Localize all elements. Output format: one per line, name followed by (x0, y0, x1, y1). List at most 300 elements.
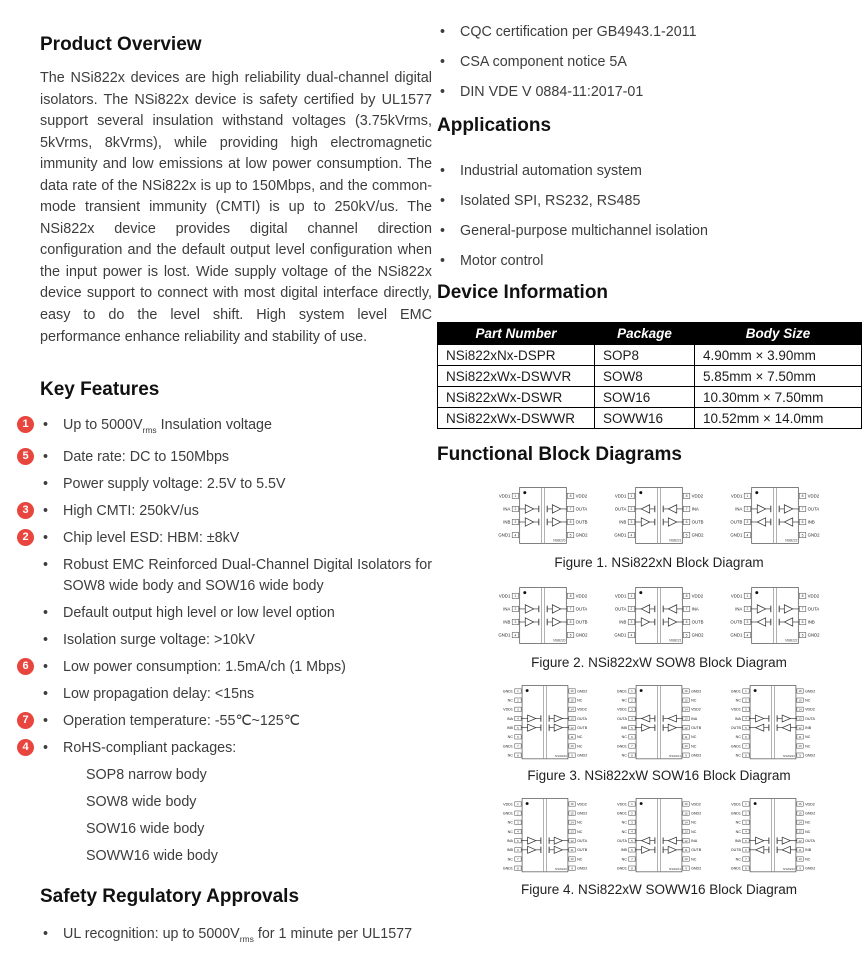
svg-text:8: 8 (631, 753, 633, 758)
svg-text:7: 7 (745, 744, 747, 749)
svg-text:5: 5 (745, 725, 747, 730)
svg-text:9: 9 (571, 753, 573, 758)
svg-text:1: 1 (517, 689, 519, 694)
bullet-icon: • (43, 658, 49, 675)
svg-text:10: 10 (570, 744, 574, 749)
svg-text:9: 9 (799, 866, 801, 871)
bullet-text: SOWW16 wide body (86, 847, 218, 864)
bullet-text: Isolated SPI, RS232, RS485 (460, 193, 641, 209)
ic-block-diagram (718, 793, 828, 877)
bullet-text: SOW8 wide body (86, 793, 197, 810)
svg-text:OUTB: OUTB (691, 519, 704, 525)
svg-text:12: 12 (570, 839, 574, 844)
bullet-icon: • (440, 253, 446, 269)
svg-text:1: 1 (746, 593, 749, 598)
svg-text:OUTB: OUTB (575, 519, 588, 525)
svg-text:3: 3 (746, 520, 749, 525)
svg-text:12: 12 (684, 839, 688, 844)
svg-text:8: 8 (685, 593, 688, 598)
svg-text:13: 13 (570, 829, 574, 834)
svg-text:INB: INB (807, 619, 815, 625)
svg-text:10: 10 (798, 744, 802, 749)
ic-block-diagram (603, 480, 715, 551)
svg-text:NC: NC (621, 830, 627, 835)
svg-text:8: 8 (745, 866, 747, 871)
svg-text:INA: INA (506, 716, 513, 721)
svg-text:7: 7 (801, 507, 804, 512)
svg-text:NC: NC (735, 830, 741, 835)
bullet-item (40, 765, 432, 786)
svg-text:6: 6 (745, 734, 747, 739)
svg-text:NC: NC (507, 735, 513, 740)
svg-text:NSi8220: NSi8220 (555, 867, 567, 872)
svg-text:6: 6 (569, 520, 572, 525)
block-diagram-figure (487, 680, 831, 784)
bullet-icon: • (43, 448, 49, 465)
svg-text:OUTA: OUTA (807, 606, 820, 612)
svg-text:1: 1 (514, 494, 517, 499)
svg-text:NSi8222: NSi8222 (785, 638, 798, 643)
svg-text:NC: NC (805, 830, 811, 835)
svg-text:11: 11 (570, 734, 574, 739)
bullet-item (22, 738, 432, 759)
svg-text:6: 6 (745, 848, 747, 853)
svg-text:OUTA: OUTA (577, 716, 587, 721)
svg-text:VDD1: VDD1 (730, 493, 743, 499)
section-title-device-information: Device Information (437, 282, 609, 303)
svg-text:OUTA: OUTA (807, 506, 820, 512)
svg-text:INB: INB (619, 619, 627, 625)
svg-text:5: 5 (801, 633, 804, 638)
figure-caption: Figure 2. NSi822xW SOW8 Block Diagram (531, 654, 787, 670)
svg-text:INB: INB (503, 519, 511, 525)
svg-text:INB: INB (619, 519, 627, 525)
bullet-text: Operation temperature: -55℃~125℃ (63, 712, 300, 729)
svg-text:11: 11 (684, 734, 688, 739)
ic-block-diagram (490, 680, 600, 764)
svg-text:NC: NC (507, 753, 513, 758)
ic-block-diagram (490, 793, 600, 877)
bullet-icon: • (43, 475, 49, 492)
svg-text:16: 16 (684, 802, 688, 807)
svg-text:5: 5 (685, 633, 688, 638)
svg-text:INA: INA (503, 506, 511, 512)
bullet-item (22, 415, 432, 441)
svg-text:NC: NC (691, 857, 697, 862)
step-number-badge: 1 (17, 416, 34, 433)
svg-text:2: 2 (630, 507, 633, 512)
svg-text:NC: NC (805, 698, 811, 703)
bullet-text: SOW16 wide body (86, 820, 205, 837)
svg-text:5: 5 (685, 533, 688, 538)
bullet-item (437, 161, 861, 181)
svg-text:NSi8222: NSi8222 (783, 753, 795, 758)
svg-text:5: 5 (631, 839, 633, 844)
svg-text:2: 2 (746, 607, 749, 612)
svg-text:8: 8 (745, 753, 747, 758)
svg-text:NSi8220: NSi8220 (553, 538, 566, 543)
ic-block-diagram (487, 580, 599, 651)
svg-text:VDD1: VDD1 (503, 802, 513, 807)
svg-text:NC: NC (621, 820, 627, 825)
svg-text:VDD2: VDD2 (807, 593, 820, 599)
svg-text:INB: INB (805, 725, 812, 730)
svg-text:4: 4 (517, 716, 519, 721)
svg-text:8: 8 (801, 593, 804, 598)
svg-text:VDD1: VDD1 (503, 707, 513, 712)
svg-text:7: 7 (517, 857, 519, 862)
svg-text:GND2: GND2 (577, 753, 588, 758)
bullet-text: Chip level ESD: HBM: ±8kV (63, 529, 240, 546)
bullet-item (22, 447, 432, 468)
svg-text:7: 7 (517, 744, 519, 749)
svg-text:INB: INB (620, 848, 627, 853)
bullet-text: Industrial automation system (460, 163, 642, 179)
bullet-item (437, 191, 861, 211)
bullet-item (40, 474, 432, 495)
svg-text:GND2: GND2 (691, 532, 704, 538)
svg-text:VDD1: VDD1 (614, 593, 627, 599)
svg-text:8: 8 (569, 593, 572, 598)
bullet-text: Low power consumption: 1.5mA/ch (1 Mbps) (63, 658, 346, 675)
svg-text:1: 1 (631, 689, 633, 694)
svg-text:8: 8 (569, 494, 572, 499)
table-cell: 5.85mm × 7.50mm (695, 366, 862, 387)
svg-text:15: 15 (684, 698, 688, 703)
svg-text:7: 7 (685, 607, 688, 612)
svg-text:NC: NC (577, 857, 583, 862)
svg-text:OUTB: OUTB (577, 725, 588, 730)
svg-text:10: 10 (798, 857, 802, 862)
svg-text:2: 2 (514, 607, 517, 612)
svg-text:4: 4 (631, 716, 633, 721)
svg-text:13: 13 (798, 829, 802, 834)
block-diagram-figures (487, 480, 831, 898)
safety-approvals-continued-list (437, 22, 861, 102)
svg-text:VDD2: VDD2 (805, 802, 815, 807)
svg-text:INA: INA (691, 606, 699, 612)
bullet-icon: • (440, 193, 446, 209)
svg-text:5: 5 (569, 533, 572, 538)
svg-text:OUTA: OUTA (575, 506, 588, 512)
svg-text:8: 8 (517, 866, 519, 871)
table-body (438, 345, 862, 429)
bullet-text: CQC certification per GB4943.1-2011 (460, 24, 697, 40)
svg-text:OUTB: OUTB (730, 519, 743, 525)
svg-text:VDD1: VDD1 (731, 802, 741, 807)
table-header-cell: Part Number (438, 323, 595, 345)
svg-text:VDD2: VDD2 (691, 593, 704, 599)
ic-block-diagram (487, 480, 599, 551)
bullet-text: SOP8 narrow body (86, 766, 207, 783)
svg-text:1: 1 (745, 689, 747, 694)
svg-text:GND2: GND2 (691, 689, 702, 694)
svg-text:OUTA: OUTA (577, 839, 587, 844)
svg-text:3: 3 (631, 820, 633, 825)
svg-text:VDD2: VDD2 (807, 493, 820, 499)
svg-text:11: 11 (684, 848, 688, 853)
svg-text:2: 2 (514, 507, 517, 512)
svg-text:NSi8222: NSi8222 (783, 867, 795, 872)
ic-block-diagram (603, 580, 715, 651)
svg-text:INB: INB (506, 848, 513, 853)
svg-text:OUTA: OUTA (614, 606, 627, 612)
bullet-item (437, 221, 861, 241)
svg-text:4: 4 (517, 829, 519, 834)
svg-text:VDD1: VDD1 (730, 593, 743, 599)
svg-text:VDD1: VDD1 (617, 707, 627, 712)
ic-block-diagram (719, 480, 831, 551)
svg-text:9: 9 (685, 753, 687, 758)
svg-text:VDD2: VDD2 (577, 802, 587, 807)
svg-text:5: 5 (631, 725, 633, 730)
figure-caption: Figure 3. NSi822xW SOW16 Block Diagram (527, 768, 791, 784)
bullet-icon: • (43, 739, 49, 756)
svg-text:NC: NC (507, 830, 513, 835)
table-header (438, 323, 862, 345)
svg-text:NC: NC (691, 744, 697, 749)
svg-text:NC: NC (577, 698, 583, 703)
svg-text:8: 8 (685, 494, 688, 499)
bullet-text: Low propagation delay: <15ns (63, 685, 255, 702)
device-information-table (437, 322, 862, 429)
svg-text:INB: INB (807, 519, 815, 525)
bullet-icon: • (43, 556, 49, 573)
bullet-item (437, 52, 861, 72)
table-row (438, 387, 862, 408)
svg-text:GND2: GND2 (807, 632, 820, 638)
svg-text:NC: NC (735, 735, 741, 740)
svg-text:NC: NC (621, 857, 627, 862)
svg-text:5: 5 (801, 533, 804, 538)
svg-text:GND1: GND1 (616, 811, 627, 816)
svg-text:OUTB: OUTB (730, 619, 743, 625)
svg-text:NC: NC (805, 735, 811, 740)
table-row (438, 345, 862, 366)
svg-text:GND2: GND2 (577, 811, 588, 816)
table-row (438, 366, 862, 387)
svg-text:OUTA: OUTA (805, 839, 815, 844)
bullet-icon: • (43, 417, 49, 434)
svg-text:15: 15 (798, 698, 802, 703)
svg-text:7: 7 (801, 607, 804, 612)
block-diagram-figure (487, 580, 831, 671)
svg-text:2: 2 (745, 811, 747, 816)
svg-text:OUTB: OUTB (691, 725, 702, 730)
table-cell: SOW16 (595, 387, 695, 408)
svg-text:NC: NC (507, 698, 513, 703)
svg-text:16: 16 (798, 689, 802, 694)
bullet-text: Date rate: DC to 150Mbps (63, 448, 230, 465)
ic-block-diagram (719, 580, 831, 651)
svg-text:1: 1 (746, 494, 749, 499)
table-cell: NSi822xNx-DSPR (438, 345, 595, 366)
svg-text:9: 9 (799, 753, 801, 758)
svg-text:OUTA: OUTA (614, 506, 627, 512)
svg-text:16: 16 (570, 802, 574, 807)
bullet-item (22, 501, 432, 522)
bullet-icon: • (43, 925, 49, 942)
svg-text:15: 15 (570, 811, 574, 816)
svg-text:13: 13 (684, 829, 688, 834)
bullet-item (40, 792, 432, 813)
svg-text:3: 3 (745, 707, 747, 712)
bullet-item (437, 22, 861, 42)
bullet-item (22, 528, 432, 549)
bullet-text: Isolation surge voltage: >10kV (63, 631, 255, 648)
svg-text:7: 7 (569, 507, 572, 512)
svg-text:INB: INB (503, 619, 511, 625)
svg-text:13: 13 (684, 716, 688, 721)
bullet-item (22, 711, 432, 732)
svg-text:2: 2 (517, 698, 519, 703)
svg-text:INA: INA (506, 839, 513, 844)
svg-text:OUTB: OUTB (730, 848, 741, 853)
svg-text:6: 6 (631, 734, 633, 739)
svg-text:VDD2: VDD2 (575, 593, 588, 599)
svg-text:INA: INA (735, 506, 743, 512)
bullet-item (40, 603, 432, 624)
bullet-item (40, 684, 432, 705)
svg-text:GND1: GND1 (502, 866, 513, 871)
svg-text:15: 15 (798, 811, 802, 816)
key-features-list (22, 415, 432, 867)
svg-text:OUTA: OUTA (805, 716, 815, 721)
svg-text:16: 16 (684, 689, 688, 694)
bullet-icon: • (43, 631, 49, 648)
bullet-text: CSA component notice 5A (460, 54, 627, 70)
svg-text:GND2: GND2 (577, 866, 588, 871)
svg-text:3: 3 (746, 620, 749, 625)
svg-text:1: 1 (517, 802, 519, 807)
svg-text:GND1: GND1 (616, 744, 627, 749)
svg-text:6: 6 (685, 520, 688, 525)
svg-text:11: 11 (798, 734, 802, 739)
chip-row (487, 793, 831, 877)
svg-text:GND1: GND1 (616, 689, 627, 694)
svg-text:3: 3 (630, 520, 633, 525)
svg-text:7: 7 (631, 857, 633, 862)
step-number-badge: 6 (17, 658, 34, 675)
svg-text:9: 9 (685, 866, 687, 871)
svg-text:VDD1: VDD1 (731, 707, 741, 712)
svg-text:NC: NC (577, 744, 583, 749)
svg-text:GND2: GND2 (575, 632, 588, 638)
table-header-cell: Body Size (695, 323, 862, 345)
bullet-text: Robust EMC Reinforced Dual-Channel Digital Isolators for SOW8 wide body and SOW16 wide body (63, 556, 432, 594)
svg-text:NC: NC (577, 830, 583, 835)
svg-text:7: 7 (631, 744, 633, 749)
svg-text:INA: INA (734, 716, 741, 721)
table-cell: 10.30mm × 7.50mm (695, 387, 862, 408)
svg-text:2: 2 (746, 507, 749, 512)
figure-caption: Figure 1. NSi822xN Block Diagram (554, 554, 764, 570)
section-title-product-overview: Product Overview (40, 34, 202, 55)
svg-text:NSi8221: NSi8221 (669, 638, 682, 643)
svg-text:VDD1: VDD1 (617, 802, 627, 807)
svg-text:NSi8222: NSi8222 (785, 538, 798, 543)
svg-text:GND1: GND1 (614, 632, 627, 638)
svg-text:2: 2 (745, 698, 747, 703)
svg-text:VDD1: VDD1 (614, 493, 627, 499)
svg-text:GND2: GND2 (805, 811, 816, 816)
bullet-text: Motor control (460, 253, 544, 269)
svg-text:GND1: GND1 (730, 532, 743, 538)
svg-text:3: 3 (514, 520, 517, 525)
bullet-text: High CMTI: 250kV/us (63, 502, 199, 519)
svg-text:NSi8220: NSi8220 (553, 638, 566, 643)
svg-text:NC: NC (735, 820, 741, 825)
svg-text:4: 4 (746, 533, 749, 538)
bullet-icon: • (43, 712, 49, 729)
bullet-item (40, 846, 432, 867)
svg-text:VDD2: VDD2 (577, 707, 587, 712)
ic-block-diagram (604, 793, 714, 877)
svg-text:15: 15 (684, 811, 688, 816)
svg-text:NC: NC (621, 753, 627, 758)
svg-text:INB: INB (620, 725, 627, 730)
svg-text:13: 13 (570, 716, 574, 721)
table-cell: NSi822xWx-DSWR (438, 387, 595, 408)
svg-text:NC: NC (735, 698, 741, 703)
svg-text:GND1: GND1 (730, 689, 741, 694)
svg-text:16: 16 (798, 802, 802, 807)
svg-text:INB: INB (805, 848, 812, 853)
svg-text:OUTB: OUTB (577, 848, 588, 853)
svg-text:GND1: GND1 (502, 811, 513, 816)
table-cell: NSi822xWx-DSWVR (438, 366, 595, 387)
chip-row (487, 680, 831, 764)
svg-text:7: 7 (685, 507, 688, 512)
step-number-badge: 3 (17, 502, 34, 519)
svg-text:NSi8221: NSi8221 (669, 867, 681, 872)
svg-text:3: 3 (517, 820, 519, 825)
ic-block-diagram (604, 680, 714, 764)
svg-text:NC: NC (735, 753, 741, 758)
svg-text:NSi8221: NSi8221 (669, 753, 681, 758)
svg-text:4: 4 (746, 633, 749, 638)
bullet-icon: • (43, 685, 49, 702)
svg-text:6: 6 (517, 734, 519, 739)
svg-text:14: 14 (570, 707, 574, 712)
svg-text:14: 14 (798, 707, 802, 712)
svg-text:OUTB: OUTB (575, 619, 588, 625)
svg-text:INA: INA (503, 606, 511, 612)
svg-text:1: 1 (745, 802, 747, 807)
svg-text:GND1: GND1 (498, 532, 511, 538)
svg-text:NC: NC (805, 744, 811, 749)
step-number-badge: 4 (17, 739, 34, 756)
bullet-text: General-purpose multichannel isolation (460, 223, 708, 239)
svg-text:4: 4 (514, 533, 517, 538)
svg-text:12: 12 (798, 839, 802, 844)
svg-text:GND1: GND1 (502, 689, 513, 694)
svg-text:GND2: GND2 (575, 532, 588, 538)
svg-text:VDD1: VDD1 (498, 493, 511, 499)
svg-text:GND2: GND2 (805, 689, 816, 694)
svg-text:GND1: GND1 (502, 744, 513, 749)
svg-text:1: 1 (630, 593, 633, 598)
svg-text:13: 13 (798, 716, 802, 721)
svg-text:NC: NC (691, 820, 697, 825)
svg-text:2: 2 (517, 811, 519, 816)
svg-text:OUTA: OUTA (575, 606, 588, 612)
svg-text:3: 3 (517, 707, 519, 712)
chip-row (487, 580, 831, 651)
svg-text:OUTB: OUTB (730, 725, 741, 730)
svg-text:OUTB: OUTB (691, 848, 702, 853)
block-diagram-figure (487, 793, 831, 897)
